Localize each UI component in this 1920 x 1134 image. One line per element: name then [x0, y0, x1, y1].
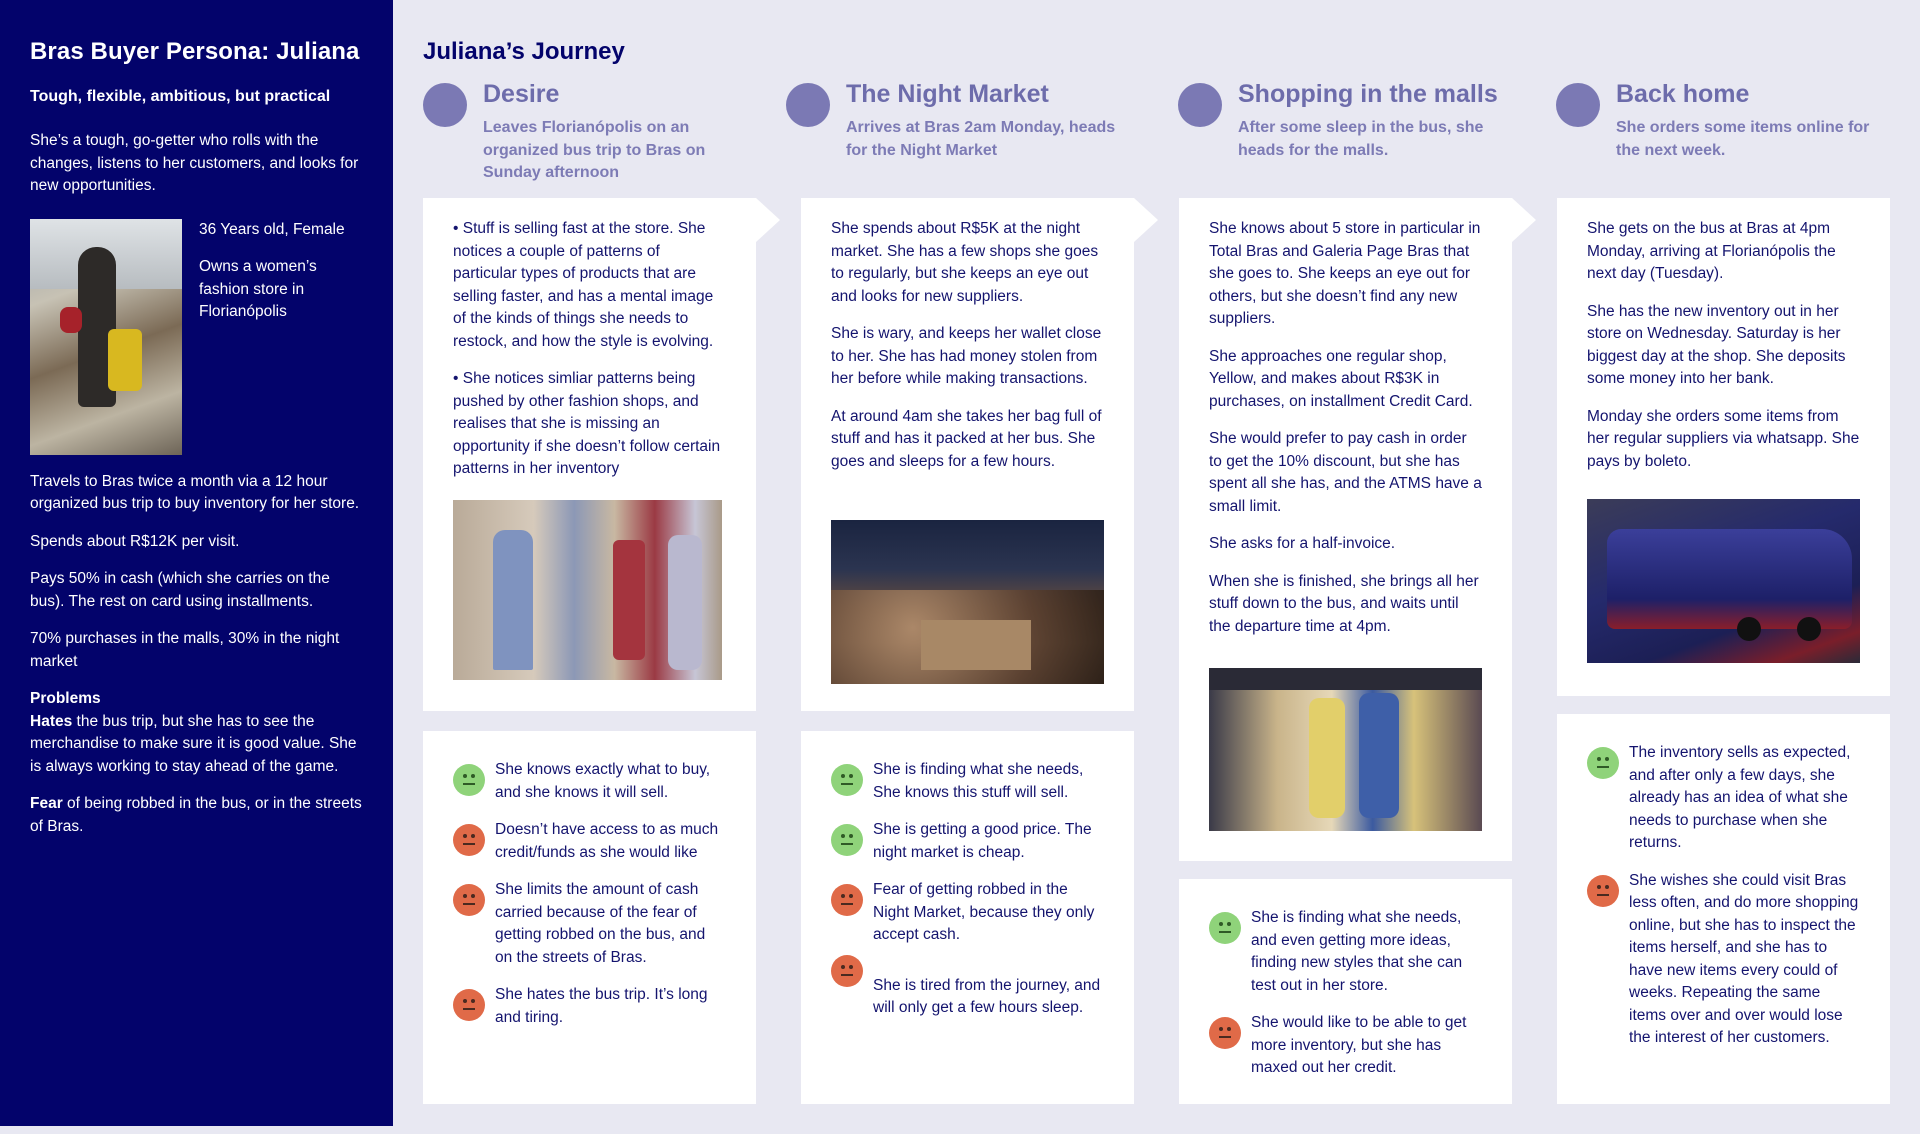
- night-market-crowd-image: [831, 520, 1104, 684]
- persona-intro: She’s a tough, go-getter who rolls with the changes, listens to her customers, and looks for new opportunities.: [30, 132, 359, 194]
- happy-face-icon: [1209, 912, 1241, 944]
- card-paragraph: She approaches one regular shop, Yellow, and makes about R$3K in purchases, on installment Credit Card.: [1209, 347, 1473, 410]
- card-arrow: [756, 198, 780, 242]
- feeling-item: She wishes she could visit Bras less often, and do more shopping online, but she has to inspect the items herself, and she has to have new items every could of weeks. Repeating the same items over and over would lose the interest of her customers.: [1587, 870, 1860, 1050]
- feeling-item: Fear of getting robbed in the Night Market, because they only accept cash.: [831, 879, 1104, 947]
- stage-card-malls: [1179, 198, 1512, 861]
- happy-face-icon: [831, 824, 863, 856]
- stage-header-malls: [1178, 80, 1508, 190]
- happy-face-icon: [453, 764, 485, 796]
- unhappy-face-icon: [453, 884, 485, 916]
- card-paragraph: She knows about 5 store in particular in Total Bras and Galeria Page Bras that she goes to. She keeps an eye out for others, but she doesn’t find any new suppliers.: [1209, 220, 1481, 327]
- stage-subtitle: She orders some items online for the next week.: [1616, 119, 1870, 159]
- stage-subtitle: Arrives at Bras 2am Monday, heads for the Night Market: [846, 119, 1116, 159]
- persona-fact: Travels to Bras twice a month via a 12 hour organized bus trip to buy inventory for her store.: [30, 472, 360, 512]
- stage-circle-icon: [423, 83, 467, 127]
- card-paragraph: She would prefer to pay cash in order to get the 10% discount, but she has spent all she has, and the ATMS have a small limit.: [1209, 430, 1482, 515]
- mall-shop-image: [1209, 668, 1482, 831]
- card-paragraph: Monday she orders some items from her regular suppliers via whatsapp. She pays by boleto.: [1587, 407, 1860, 470]
- persona-photo: [30, 219, 182, 455]
- happy-face-icon: [831, 764, 863, 796]
- bus-image: [1587, 499, 1860, 663]
- stage-circle-icon: [1556, 83, 1600, 127]
- hates-word: Hates: [30, 712, 73, 730]
- stage-title: Shopping in the malls: [1238, 80, 1498, 108]
- feeling-item: She is tired from the journey, and will only get a few hours sleep.: [831, 950, 1104, 1020]
- persona-profile: [30, 219, 366, 455]
- stage-subtitle: Leaves Florianópolis on an organized bus trip to Bras on Sunday afternoon: [483, 119, 706, 181]
- problems-block: [30, 688, 366, 778]
- persona-sidebar: [0, 0, 393, 1126]
- stage-header-night-market: [786, 80, 1116, 190]
- unhappy-face-icon: [1209, 1017, 1241, 1049]
- feeling-item: She hates the bus trip. It’s long and tiring.: [453, 984, 726, 1029]
- stage-card-desire: [423, 198, 756, 711]
- feeling-item: She is getting a good price. The night market is cheap.: [831, 819, 1104, 864]
- card-arrow: [1512, 198, 1536, 242]
- card-paragraph: At around 4am she takes her bag full of stuff and has it packed at her bus. She goes and sleeps for a few hours.: [831, 407, 1102, 470]
- persona-fact: 70% purchases in the malls, 30% in the night market: [30, 630, 340, 670]
- stage-title: Desire: [483, 80, 560, 108]
- unhappy-face-icon: [831, 955, 863, 987]
- feeling-item: She would like to be able to get more inventory, but she has maxed out her credit.: [1209, 1012, 1482, 1080]
- feelings-card-night-market: [801, 731, 1134, 1104]
- card-paragraph: She has the new inventory out in her store on Wednesday. Saturday is her biggest day at the shop. She deposits some money into her bank.: [1587, 302, 1846, 387]
- unhappy-face-icon: [831, 884, 863, 916]
- stage-title: The Night Market: [846, 80, 1049, 108]
- stage-subtitle: After some sleep in the bus, she heads for the malls.: [1238, 119, 1484, 159]
- feelings-card-back-home: [1557, 714, 1890, 1104]
- feeling-item: She knows exactly what to buy, and she knows it will sell.: [453, 759, 726, 804]
- stage-circle-icon: [786, 83, 830, 127]
- stage-header-desire: [423, 80, 753, 190]
- persona-store: Owns a women’s fashion store in Florianópolis: [199, 258, 317, 320]
- card-paragraph: She gets on the bus at Bras at 4pm Monday, arriving at Florianópolis the next day (Tuesday).: [1587, 220, 1836, 282]
- stage-header-back-home: [1556, 80, 1896, 190]
- card-paragraph: • Stuff is selling fast at the store. She notices a couple of patterns of particular types of products that are selling faster, and has a mental image of the kinds of things she needs to restock, and how the style is evolving.: [453, 220, 714, 350]
- stage-card-night-market: [801, 198, 1134, 711]
- happy-face-icon: [1587, 747, 1619, 779]
- persona-age: 36 Years old, Female: [199, 220, 345, 238]
- fear-text: of being robbed in the bus, or in the streets of Bras.: [30, 795, 362, 835]
- feeling-item: She is finding what she needs, and even getting more ideas, finding new styles that she can test out in her store.: [1209, 907, 1482, 997]
- card-paragraph: • She notices simliar patterns being pushed by other fashion shops, and realises that she is missing an opportunity if she doesn’t follow certain patterns in her inventory: [453, 370, 721, 477]
- feeling-item: Doesn’t have access to as much credit/funds as she would like: [453, 819, 726, 864]
- unhappy-face-icon: [453, 824, 485, 856]
- card-paragraph: She is wary, and keeps her wallet close to her. She has had money stolen from her before while making transactions.: [831, 325, 1102, 387]
- persona-title: Bras Buyer Persona: Juliana: [30, 38, 360, 65]
- unhappy-face-icon: [1587, 875, 1619, 907]
- feeling-item: She limits the amount of cash carried because of the fear of getting robbed on the bus, and on the streets of Bras.: [453, 879, 726, 969]
- stage-title: Back home: [1616, 80, 1750, 108]
- feeling-item: She is finding what she needs, She knows this stuff will sell.: [831, 759, 1104, 804]
- feelings-card-desire: [423, 731, 756, 1104]
- persona-info: [182, 219, 366, 455]
- stage-circle-icon: [1178, 83, 1222, 127]
- feeling-item: The inventory sells as expected, and after only a few days, she already has an idea of what she needs to purchase when she returns.: [1587, 742, 1860, 855]
- store-mannequins-image: [453, 500, 722, 680]
- journey-title: Juliana’s Journey: [423, 38, 625, 65]
- persona-fact: Pays 50% in cash (which she carries on the bus). The rest on card using installments.: [30, 570, 330, 610]
- feelings-card-malls: [1179, 879, 1512, 1104]
- persona-fact: Spends about R$12K per visit.: [30, 532, 240, 550]
- card-paragraph: She asks for a half-invoice.: [1209, 535, 1396, 552]
- unhappy-face-icon: [453, 989, 485, 1021]
- card-arrow: [1134, 198, 1158, 242]
- persona-tagline: Tough, flexible, ambitious, but practical: [30, 88, 331, 105]
- fear-word: Fear: [30, 795, 63, 812]
- stage-card-back-home: [1557, 198, 1890, 696]
- problems-heading: Problems: [30, 690, 101, 707]
- card-paragraph: She spends about R$5K at the night market. She has a few shops she goes to regularly, but she keeps an eye out and looks for new suppliers.: [831, 220, 1099, 305]
- hates-text: the bus trip, but she has to see the merchandise to make sure it is good value. She is always working to stay ahead of the game.: [30, 712, 357, 775]
- fear-block: [30, 793, 366, 838]
- card-paragraph: When she is finished, she brings all her stuff down to the bus, and waits until the departure time at 4pm.: [1209, 572, 1479, 635]
